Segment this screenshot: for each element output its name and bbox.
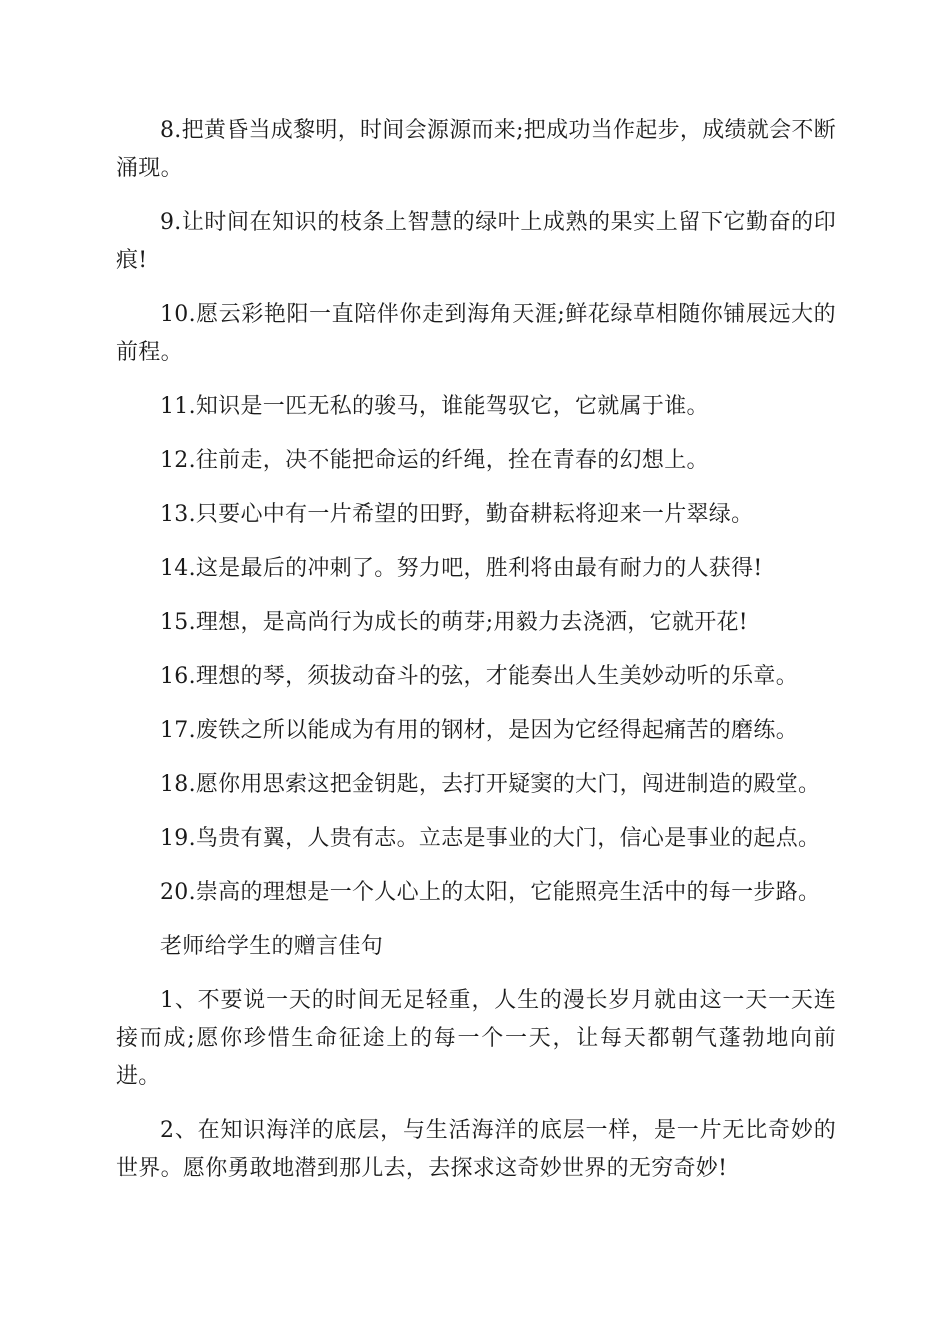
paragraph-13: 13.只要心中有一片希望的田野，勤奋耕耘将迎来一片翠绿。 bbox=[160, 502, 754, 527]
paragraph-14: 14.这是最后的冲刺了。努力吧，胜利将由最有耐力的人获得! bbox=[160, 556, 763, 581]
section-heading: 老师给学生的赠言佳句 bbox=[160, 934, 384, 959]
paragraph-19: 19.鸟贵有翼，人贵有志。立志是事业的大门，信心是事业的起点。 bbox=[160, 826, 821, 851]
paragraph-18: 18.愿你用思索这把金钥匙，去打开疑窦的大门，闯进制造的殿堂。 bbox=[160, 772, 821, 797]
paragraph-8: 8.把黄昏当成黎明，时间会源源而来;把成功当作起步，成绩就会不断涌现。 bbox=[116, 118, 837, 181]
paragraph-12: 12.往前走，决不能把命运的纤绳，拴在青春的幻想上。 bbox=[160, 448, 709, 473]
paragraph-16: 16.理想的琴，须拔动奋斗的弦，才能奏出人生美妙动听的乐章。 bbox=[160, 664, 798, 689]
paragraph-10: 10.愿云彩艳阳一直陪伴你走到海角天涯;鲜花绿草相随你铺展远大的前程。 bbox=[116, 302, 836, 365]
paragraph-11: 11.知识是一匹无私的骏马，谁能驾驭它，它就属于谁。 bbox=[160, 394, 709, 419]
paragraph-9: 9.让时间在知识的枝条上智慧的绿叶上成熟的果实上留下它勤奋的印痕! bbox=[116, 210, 836, 273]
document-body bbox=[116, 112, 836, 1204]
paragraph-20: 20.崇高的理想是一个人心上的太阳，它能照亮生活中的每一步路。 bbox=[160, 880, 821, 905]
paragraph-advice-1: 1、不要说一天的时间无足轻重，人生的漫长岁月就由这一天一天连接而成;愿你珍惜生命征途上的每一个一天，让每天都朝气蓬勃地向前进。 bbox=[116, 988, 836, 1089]
paragraph-15: 15.理想，是高尚行为成长的萌芽;用毅力去浇洒，它就开花! bbox=[160, 610, 748, 635]
paragraph-advice-2: 2、在知识海洋的底层，与生活海洋的底层一样，是一片无比奇妙的世界。愿你勇敢地潜到那儿去，去探求这奇妙世界的无穷奇妙! bbox=[116, 1118, 836, 1181]
paragraph-17: 17.废铁之所以能成为有用的钢材，是因为它经得起痛苦的磨练。 bbox=[160, 718, 798, 743]
